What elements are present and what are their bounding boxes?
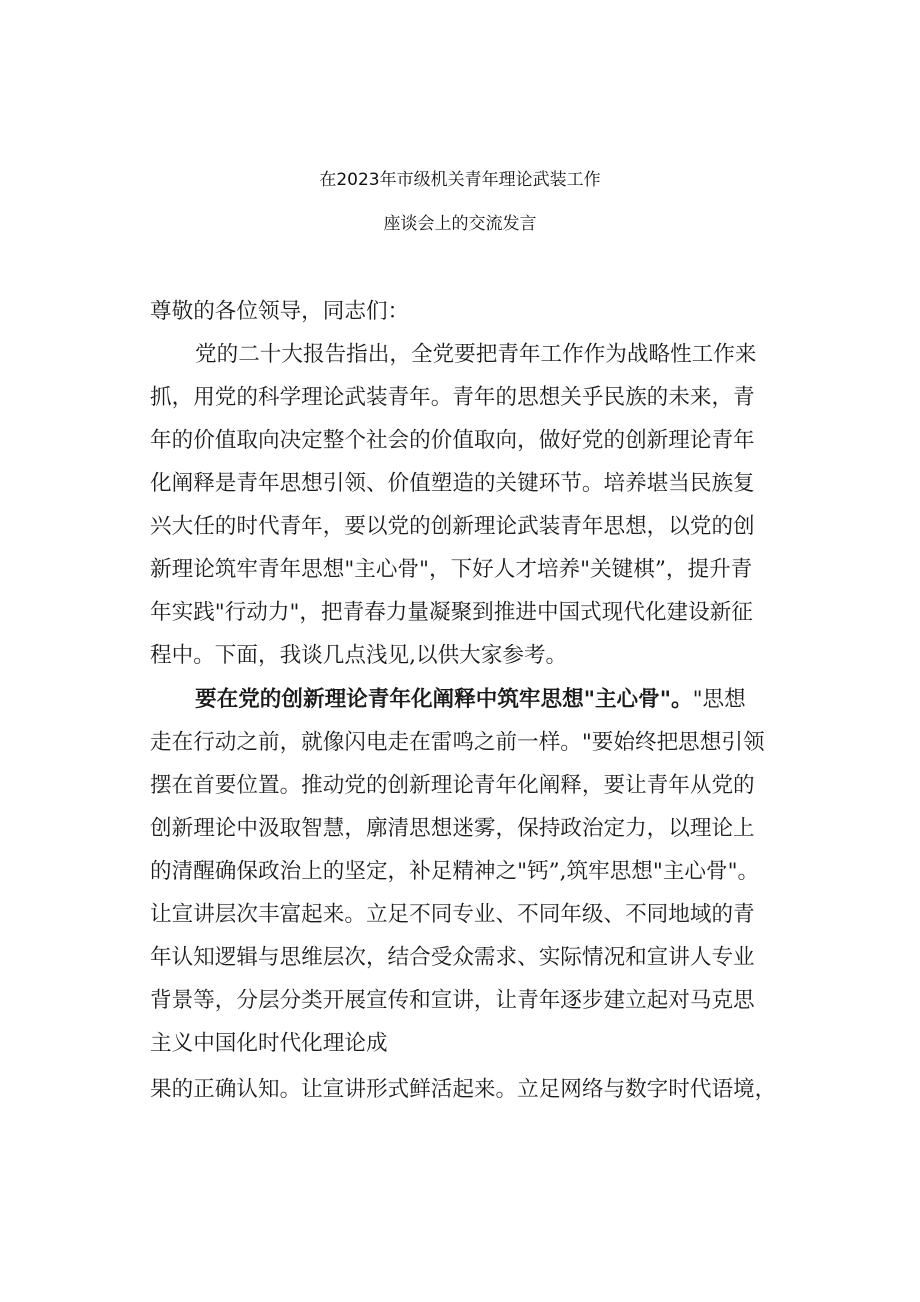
paragraph-line: 果的正确认知。让宣讲形式鲜活起来。立足网络与数字时代语境， <box>150 1077 777 1102</box>
paragraph-line: 年认知逻辑与思维层次，结合受众需求、实际情况和宣讲人专业 <box>150 945 755 970</box>
salutation: 尊敬的各位领导，同志们： <box>150 299 410 324</box>
paragraph-text: "思想 <box>692 687 746 712</box>
paragraph-line: 化阐释是青年思想引领、价值塑造的关键环节。培养堪当民族复 <box>150 471 755 496</box>
paragraph-line: 摆在首要位置。推动党的创新理论青年化阐释，要让青年从党的 <box>150 773 755 798</box>
paragraph-line: 走在行动之前，就像闪电走在雷鸣之前一样。"要始终把思想引领 <box>150 730 765 755</box>
paragraph-line: 的清醒确保政治上的坚定，补足精神之"钙”,筑牢思想"主心骨"。 <box>150 859 760 884</box>
paragraph-line: 新理论筑牢青年思想"主心骨"，下好人才培养"关键棋”，提升青 <box>150 557 753 582</box>
paragraph-line: 党的二十大报告指出，全党要把青年工作作为战略性工作来 <box>195 342 757 367</box>
section-heading: 要在党的创新理论青年化阐释中筑牢思想"主心骨"。 <box>195 687 693 712</box>
paragraph-line: 年的价值取向决定整个社会的价值取向，做好党的创新理论青年 <box>150 428 755 453</box>
title-line-2: 座谈会上的交流发言 <box>383 214 537 234</box>
paragraph-line: 程中。下面，我谈几点浅见,以供大家参考。 <box>150 643 568 668</box>
paragraph-line: 兴大任的时代青年，要以党的创新理论武装青年思想，以党的创 <box>150 514 755 539</box>
paragraph-line: 年实践"行动力"，把青春力量凝聚到推进中国式现代化建设新征 <box>150 600 753 625</box>
section-heading-line <box>195 685 746 715</box>
paragraph-line: 抓，用党的科学理论武装青年。青年的思想关乎民族的未来，青 <box>150 385 755 410</box>
paragraph-line: 让宣讲层次丰富起来。立足不同专业、不同年级、不同地域的青 <box>150 902 755 927</box>
title-line-1: 在2023年市级机关青年理论武装工作 <box>319 170 601 190</box>
paragraph-line: 创新理论中汲取智慧，廓清思想迷雾，保持政治定力，以理论上 <box>150 816 755 841</box>
paragraph-line: 主义中国化时代化理论成 <box>150 1031 388 1056</box>
paragraph-line: 背景等，分层分类开展宣传和宣讲，让青年逐步建立起对马克思 <box>150 988 755 1013</box>
